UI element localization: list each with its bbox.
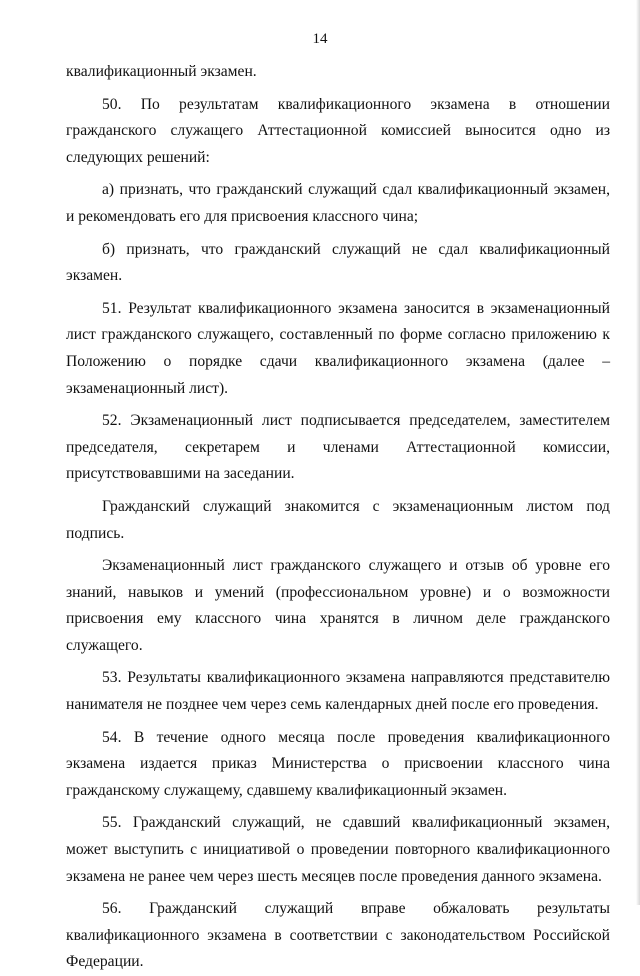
paragraph-51: 51. Результат квалификационного экзамена заносится в экзаменационный лист гражданского служащего, составленный по форме согласно приложению к Положению о порядке сдачи квалификационного экзамена (далее – экзаменационный лист). xyxy=(66,299,610,397)
page-number: 14 xyxy=(312,31,328,47)
document-body xyxy=(66,59,610,976)
paragraph-56: 56. Гражданский служащий вправе обжаловать результаты квалификационного экзамена в соответствии с законодательством Российской Федерации. xyxy=(66,900,610,971)
paragraph-54: 54. В течение одного месяца после проведения квалификационного экзамена издается приказ Министерства о присвоении классного чина гражданскому служащему, сдавшему квалификационный экзамен. xyxy=(66,728,610,799)
paragraph-continuation: квалификационный экзамен. xyxy=(66,63,257,80)
paragraph-50-b: б) признать, что гражданский служащий не сдал квалификационный экзамен. xyxy=(66,240,610,285)
paragraph-52: 52. Экзаменационный лист подписывается председателем, заместителем председателя, секретарем и членами Аттестационной комиссии, присутствовавшими на заседании. xyxy=(66,412,610,483)
paragraph-52-record: Экзаменационный лист гражданского служащего и отзыв об уровне его знаний, навыков и умений (профессиональном уровне) и о возможности присвоения ему классного чина хранятся в личном деле гражданского служащего. xyxy=(66,557,610,654)
paragraph-53: 53. Результаты квалификационного экзамена направляются представителю нанимателя не позднее чем через семь календарных дней после его проведения. xyxy=(66,669,610,714)
paragraph-50: 50. По результатам квалификационного экзамена в отношении гражданского служащего Аттестационной комиссией выносится одно из следующих решений: xyxy=(66,95,610,166)
paragraph-55: 55. Гражданский служащий, не сдавший квалификационный экзамен, может выступить с инициативой о проведении повторного квалификационного экзамена не ранее чем через шесть месяцев после проведения данного экзамена. xyxy=(66,814,610,885)
paragraph-50-a: а) признать, что гражданский служащий сдал квалификационный экзамен, и рекомендовать его для присвоения классного чина; xyxy=(66,181,610,225)
paragraph-52-signature: Гражданский служащий знакомится с экзаменационным листом под подпись. xyxy=(66,497,610,542)
page-edge-shadow xyxy=(636,0,640,905)
